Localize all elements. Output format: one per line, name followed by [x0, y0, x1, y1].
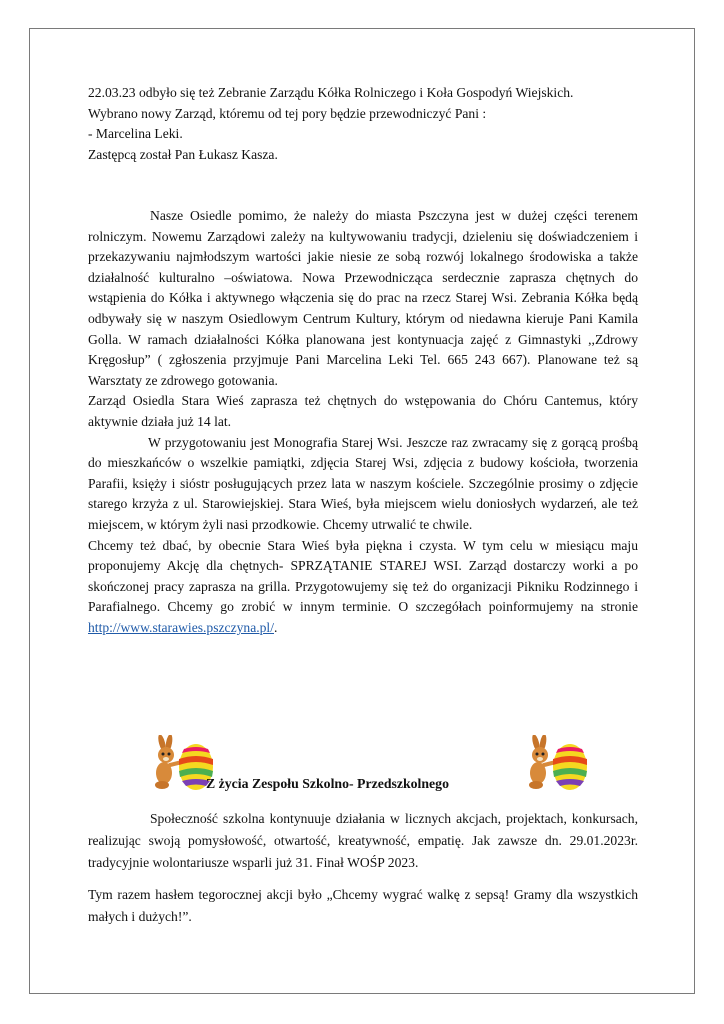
- deputy-line: Zastępcą został Pan Łukasz Kasza.: [88, 146, 278, 162]
- section-title-school: Z życia Zespołu Szkolno- Przedszkolnego: [206, 776, 449, 791]
- paragraph-cleanup: [88, 536, 638, 639]
- link-period: .: [274, 619, 278, 635]
- paragraph-school: Społeczność szkolna kontynuuje działania w licznych akcjach, projektach, konkursach, realizując swoją pomysłowość, otwartość, kreatywność, empatię. Jak zawsze dn. 29.01.2023r. tradycyjnie wolontariusze wsparli już 31. Finał WOŚP 2023.: [88, 811, 638, 870]
- paragraph-slogan: Tym razem hasłem tegorocznej akcji było „Chcemy wygrać walkę z sepsą! Gramy dla wszystkich małych i dużych!”.: [88, 887, 638, 924]
- paragraph-monograph: W przygotowaniu jest Monografia Starej Wsi. Jeszcze raz zwracamy się z gorącą prośbą do mieszkańców o wszelkie pamiątki, zdjęcia Starej Wsi, zdjęcia z budowy kościoła, tworzenia Parafii, księży i sióstr posługujących przez lata w naszym kościele. Szczególnie prosimy o zdjęcie starego krzyża z ul. Starowiejskiej. Stara Wieś, była miejscem wielu doniosłych wydarzeń, ale też miejscem, w którym żyli nasi przodkowie. Chcemy utrwalić te chwile.: [88, 434, 638, 532]
- paragraph-osiedle: Nasze Osiedle pomimo, że należy do miasta Pszczyna jest w dużej części terenem rolniczym. Nowemu Zarządowi zależy na kultywowaniu tradycji, dzieleniu się doświadczeniem i przekazywaniu najmłodszym wartości jakie niesie ze sobą rozwój lokalnego środowiska a także działalność kulturalno –oświatowa. Nowa Przewodnicząca serdecznie zaprasza chętnych do wstąpienia do Kółka i aktywnego włączenia się do prac na rzecz Starej Wsi. Zebrania Kółka będą odbywały się w naszym Osiedlowym Centrum Kultury, którym od niedawna kieruje Pani Kamila Golla. W ramach działalności Kółka planowana jest kontynuacja zajęć z Gimnastyki ,,Zdrowy Kręgosłup” ( zgłoszenia przyjmuje Pani Marcelina Leki Tel. 665 243 667). Planowane też są Warsztaty ze zdrowego gotowania.: [88, 208, 638, 388]
- paragraph-choir: Zarząd Osiedla Stara Wieś zaprasza też chętnych do wstępowania do Chóru Cantemus, który aktywnie działa już 14 lat.: [88, 393, 638, 429]
- chairperson-line: - Marcelina Leki.: [88, 126, 183, 142]
- board-meeting-block: [88, 83, 638, 165]
- new-board-line: Wybrano nowy Zarząd, któremu od tej pory będzie przewodniczyć Pani :: [88, 105, 487, 121]
- meeting-line: 22.03.23 odbyło się też Zebranie Zarządu Kółka Rolniczego i Koła Gospodyń Wiejskich.: [88, 85, 574, 100]
- website-link[interactable]: http://www.starawies.pszczyna.pl/: [88, 619, 274, 635]
- school-article: [88, 808, 638, 928]
- cleanup-text: Chcemy też dbać, by obecnie Stara Wieś była piękna i czysta. W tym celu w miesiącu maju proponujemy Akcję dla chętnych- SPRZĄTANIE STAREJ WSI. Zarząd dostarczy worki a po skończonej pracy zaprasza na grilla. Przygotowujemy się też do organizacji Pikniku Rodzinnego i Parafialnego. Chcemy go zrobić w innym terminie. O szczegółach poinformujemy na stronie: [88, 537, 638, 615]
- main-article: [88, 206, 638, 638]
